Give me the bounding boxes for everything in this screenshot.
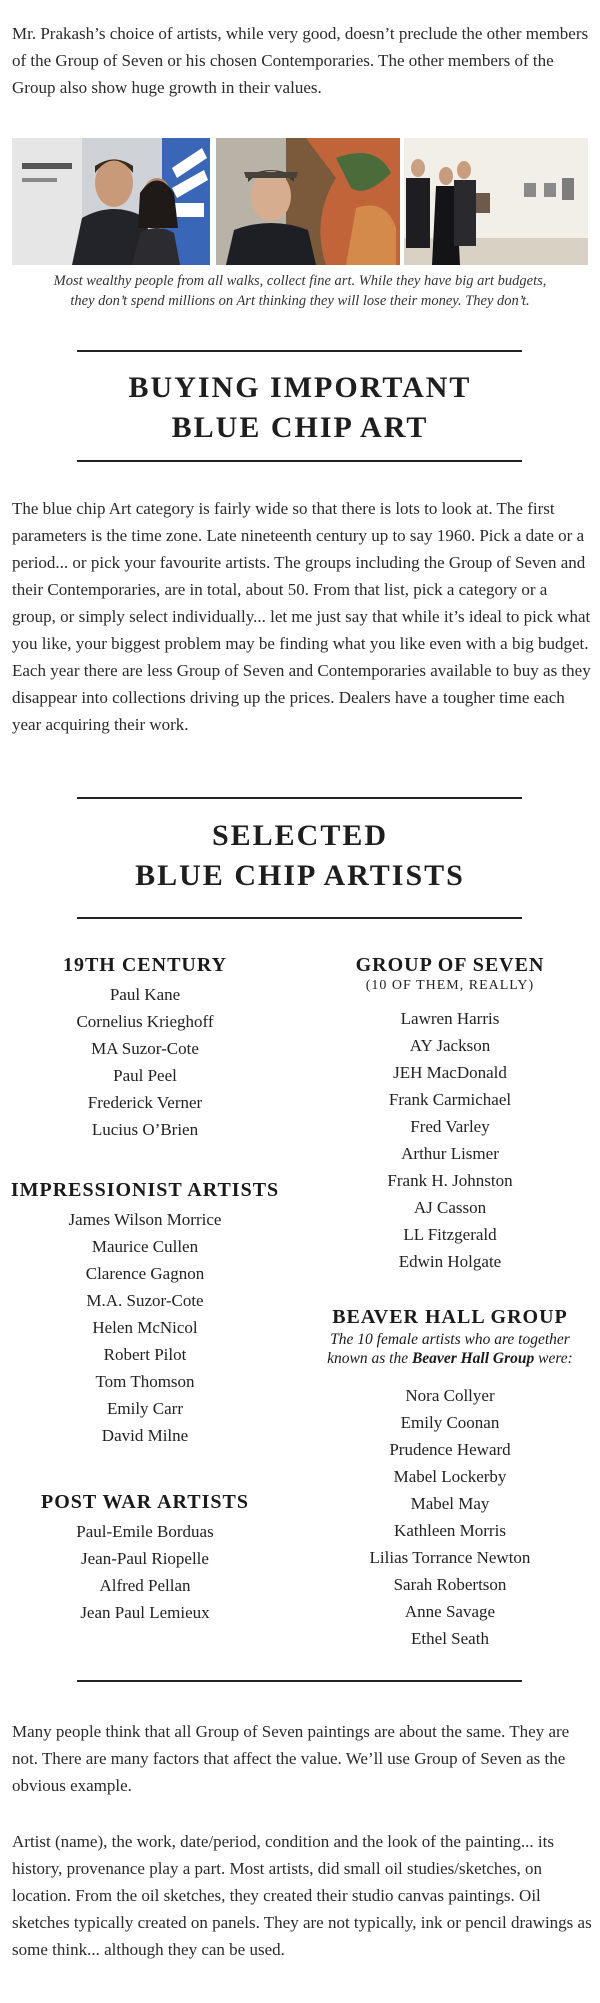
artist-name: Clarence Gagnon [85,1264,205,1283]
artists-right-column [300,0,600,2003]
photo-caption-line1: Most wealthy people from all walks, collect fine art. While they have big art budgets, [53,273,547,289]
artist-name: Mabel May [410,1494,490,1513]
intro-paragraph: Mr. Prakash’s choice of artists, while very good, doesn’t preclude the other members of the Group of Seven or his chosen Contemporaries. The other members of the Group also show huge growth in their values. [12,24,589,97]
section-title-group-of-seven: GROUP OF SEVEN [355,954,545,976]
artist-name: LL Fitzgerald [403,1225,497,1244]
artist-name: Kathleen Morris [394,1521,506,1540]
beaver-hall-intro-pre: known as the [327,1350,412,1367]
divider [77,1680,522,1682]
artist-name: Sarah Robertson [393,1575,507,1594]
beaver-hall-intro-bold: Beaver Hall Group [411,1350,535,1367]
artist-name: JEH MacDonald [393,1063,507,1082]
blue-chip-paragraph: The blue chip Art category is fairly wide so that there is lots to look at. The first parameters is the time zone. Late nineteenth century up to say 1960. Pick a date or a period... or pick your favourite artists. The groups including the Group of Seven and their Contemporaries, are in total, about 50. From that list, pick a category or a group, or simply select individually... let me just say that while it’s ideal to pick what you like, your biggest problem may be finding what you like even with a big budget. Each year there are less Group of Seven and Contemporaries available to buy as they disappear into collections driving up the prices. Dealers have a tougher time each year acquiring their work. [12,499,591,734]
artist-name: Anne Savage [404,1602,496,1621]
beaver-hall-intro-line1: The 10 female artists who are together [330,1331,570,1348]
factors-paragraph: Artist (name), the work, date/period, condition and the look of the painting... its history, provenance play a part. Most artists, did small oil studies/sketches, on location. From the oil sketches, they created their studio canvas paintings. Oil sketches typically created on panels. They are not typically, ink or pencil drawings as some think... although they can be used. [12,1832,592,1959]
artist-list-post-war [0,1518,290,1626]
artist-name: Lilias Torrance Newton [369,1548,531,1567]
artist-list-group-of-seven [300,1005,600,1275]
artist-name: Paul-Emile Borduas [76,1522,214,1541]
artist-name: Tom Thomson [95,1372,195,1391]
artist-name: Mabel Lockerby [393,1467,507,1486]
heading-buying-line2: BLUE CHIP ART [171,411,429,444]
artist-name: M.A. Suzor-Cote [86,1291,204,1310]
artist-name: Maurice Cullen [91,1237,199,1256]
section-title-beaver-hall: BEAVER HALL GROUP [332,1306,568,1328]
section-title-impressionist: IMPRESSIONIST ARTISTS [10,1179,280,1201]
photo-caption-line2: they don’t spend millions on Art thinking they will lose their money. They don’t. [70,293,530,309]
artist-name: Alfred Pellan [99,1576,191,1595]
artist-name: Prudence Heward [389,1440,511,1459]
artist-name: Paul Kane [109,985,181,1004]
artist-name: Cornelius Krieghoff [76,1012,214,1031]
artist-name: Helen McNicol [92,1318,198,1337]
artist-name: Frank H. Johnston [387,1171,513,1190]
section-title-post-war: POST WAR ARTISTS [41,1491,249,1513]
group-of-seven-subtitle: (10 OF THEM, REALLY) [365,978,535,993]
artist-name: Jean-Paul Riopelle [81,1549,209,1568]
artist-name: Frederick Verner [87,1093,203,1112]
artists-left-column [0,0,290,2003]
artist-name: Ethel Seath [411,1629,489,1648]
section-title-19th-century: 19TH CENTURY [62,954,228,976]
beaver-hall-intro-line2 [300,1349,600,1368]
artist-name: Emily Carr [106,1399,183,1418]
artist-name: Paul Peel [113,1066,177,1085]
artist-name: Fred Varley [410,1117,490,1136]
artist-name: Lucius O’Brien [91,1120,199,1139]
heading-buying-line1: BUYING IMPORTANT [128,371,472,404]
artist-name: Nora Collyer [405,1386,495,1405]
paintings-paragraph: Many people think that all Group of Seven paintings are about the same. They are not. There are many factors that affect the value. We’ll use Group of Seven as the obvious example. [12,1722,570,1795]
artist-name: Frank Carmichael [388,1090,512,1109]
artist-name: Robert Pilot [103,1345,187,1364]
artist-name: AJ Casson [413,1198,487,1217]
artist-list-19th-century [0,981,290,1143]
beaver-hall-intro-post: were: [534,1350,573,1367]
artist-name: MA Suzor-Cote [91,1039,199,1058]
artist-list-impressionist [0,1206,290,1449]
artist-name: David Milne [101,1426,189,1445]
heading-selected-line2: BLUE CHIP ARTISTS [135,859,465,892]
artist-name: Lawren Harris [400,1009,500,1028]
artist-name: Edwin Holgate [398,1252,502,1271]
artist-name: Emily Coonan [400,1413,500,1432]
artist-name: James Wilson Morrice [68,1210,222,1229]
heading-selected-line1: SELECTED [211,819,389,852]
artist-name: Jean Paul Lemieux [80,1603,210,1622]
artist-name: AY Jackson [409,1036,491,1055]
artist-name: Arthur Lismer [401,1144,499,1163]
artist-list-beaver-hall [300,1382,600,1652]
